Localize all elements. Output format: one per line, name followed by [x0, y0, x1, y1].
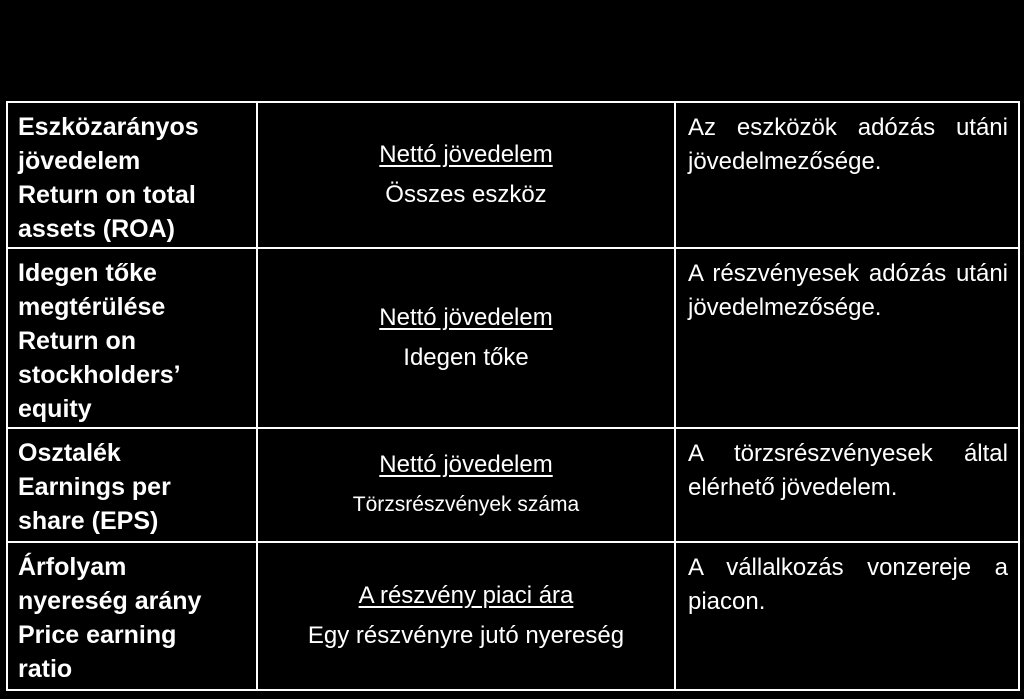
formula	[258, 429, 674, 541]
formula-cell	[257, 428, 675, 542]
formula-numerator: Nettó jövedelem	[379, 141, 553, 168]
formula-numerator: A részvény piaci ára	[358, 582, 574, 609]
formula-denominator: Idegen tőke	[403, 344, 529, 371]
table-row	[7, 102, 1019, 248]
formula	[258, 249, 674, 427]
meaning-cell	[675, 428, 1019, 542]
ratio-meaning: A vállalkozás vonzereje a piacon.	[688, 554, 1008, 615]
ratio-meaning: Az eszközök adózás utáni jövedelmezősége.	[688, 114, 1008, 175]
formula-cell	[257, 542, 675, 690]
meaning-cell	[675, 248, 1019, 428]
formula-numerator: Nettó jövedelem	[379, 451, 553, 478]
term-cell	[7, 428, 257, 542]
table-row	[7, 542, 1019, 690]
ratio-name: Idegen tőke megtérülése Return on stockholders’ equity	[18, 259, 181, 423]
formula-denominator: Egy részvényre jutó nyereség	[307, 622, 625, 649]
table-row	[7, 428, 1019, 542]
formula	[258, 543, 674, 689]
financial-ratios-table	[6, 101, 1020, 691]
formula-numerator: Nettó jövedelem	[379, 304, 553, 331]
formula-denominator: Összes eszköz	[385, 181, 547, 208]
term-cell	[7, 542, 257, 690]
ratio-name: Árfolyam nyereség arány Price earning ratio	[18, 553, 202, 683]
formula-cell	[257, 102, 675, 248]
ratio-meaning: A törzsrészvényesek által elérhető jövedelem.	[688, 440, 1008, 501]
table-row	[7, 248, 1019, 428]
meaning-cell	[675, 542, 1019, 690]
term-cell	[7, 102, 257, 248]
title-area	[6, 6, 1018, 101]
meaning-cell	[675, 102, 1019, 248]
formula-cell	[257, 248, 675, 428]
term-cell	[7, 248, 257, 428]
ratio-name: Osztalék Earnings per share (EPS)	[18, 439, 171, 535]
ratio-meaning: A részvényesek adózás utáni jövedelmezősége.	[688, 260, 1008, 321]
formula	[258, 103, 674, 247]
ratio-name: Eszközarányos jövedelem Return on total assets (ROA)	[18, 113, 199, 243]
formula-denominator: Törzsrészvények száma	[352, 493, 580, 516]
